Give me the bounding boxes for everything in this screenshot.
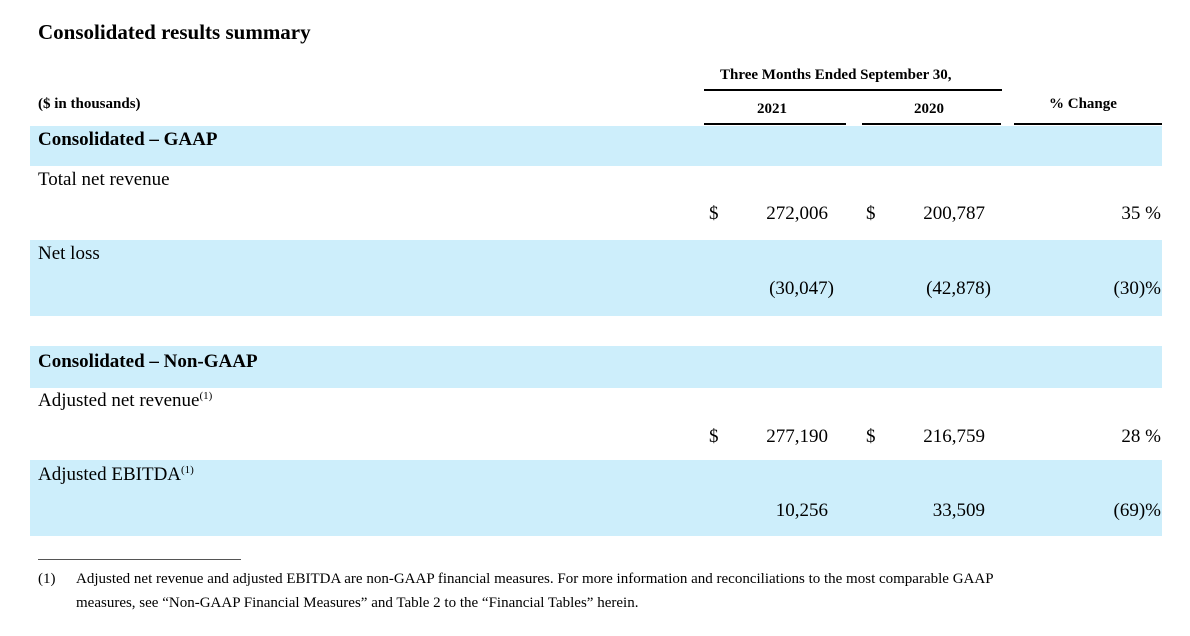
row-label-adjusted-ebitda: Adjusted EBITDA$^{(1)}$ (38, 464, 194, 485)
column-2021-rule (704, 123, 846, 125)
value-2021: 10,256 (775, 500, 828, 521)
footnote-text-line2: measures, see “Non-GAAP Financial Measures” and Table 2 to the “Financial Tables” herein. (76, 595, 639, 611)
footnote-text-line1: Adjusted net revenue and adjusted EBITDA are non-GAAP financial measures. For more information and reconciliations to the most comparable GAAP (76, 571, 994, 587)
column-change-rule (1014, 123, 1162, 125)
column-2020-rule (862, 123, 1001, 125)
value-2021: (30,047) (769, 278, 834, 299)
currency-symbol: $ (709, 426, 719, 447)
nongaap-section-heading: Consolidated – Non-GAAP (38, 351, 258, 372)
value-change: (69)% (1113, 500, 1161, 521)
footnote-divider (38, 559, 241, 560)
net-loss-band (30, 240, 1162, 316)
adjusted-ebitda-band (30, 460, 1162, 536)
footnote-marker: (1) (38, 571, 56, 587)
value-2021: 272,006 (766, 203, 828, 224)
value-2020: 200,787 (923, 203, 985, 224)
column-header-change: % Change (1049, 96, 1117, 112)
value-2021: 277,190 (766, 426, 828, 447)
column-header-2021: 2021 (757, 101, 787, 117)
currency-symbol: $ (709, 203, 719, 224)
value-2020: 216,759 (923, 426, 985, 447)
row-label-net-loss: Net loss (38, 243, 100, 264)
value-change: (30)% (1113, 278, 1161, 299)
units-label: ($ in thousands) (38, 96, 141, 112)
currency-symbol: $ (866, 203, 876, 224)
currency-symbol: $ (866, 426, 876, 447)
period-header-rule (704, 89, 1002, 91)
gaap-section-heading: Consolidated – GAAP (38, 129, 218, 150)
column-header-2020: 2020 (914, 101, 944, 117)
value-2020: (42,878) (926, 278, 991, 299)
value-2020: 33,509 (932, 500, 985, 521)
row-label-adjusted-net-revenue: Adjusted net revenue$^{(1)}$ (38, 390, 213, 411)
page-title: Consolidated results summary (38, 20, 311, 44)
value-change: 35 % (1121, 203, 1161, 224)
row-label-total-net-revenue: Total net revenue (38, 169, 170, 190)
value-change: 28 % (1121, 426, 1161, 447)
period-header: Three Months Ended September 30, (720, 67, 952, 83)
